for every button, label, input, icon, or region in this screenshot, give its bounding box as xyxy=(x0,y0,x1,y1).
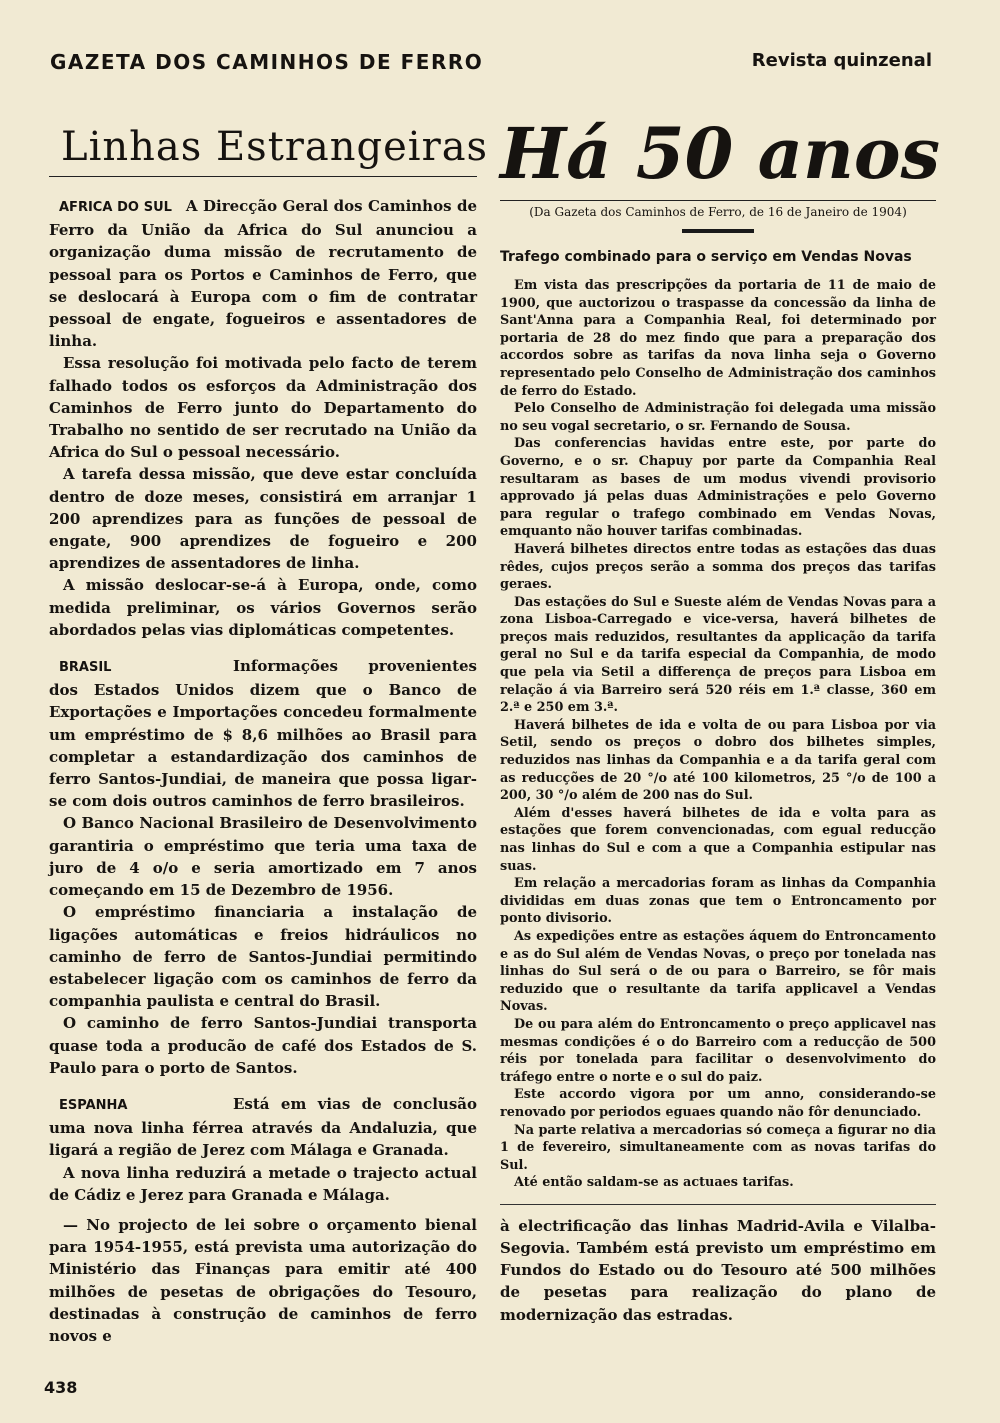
historical-paragraph: Além d'esses haverá bilhetes de ida e volta para as estações que forem convencionadas, com egual reducção nas linhas do Sul e com a que a Companhia estipular nas suas. xyxy=(500,805,936,874)
article-paragraph: O empréstimo financiaria a instalação de ligações automáticas e freios hidráulicos no caminho de ferro de Santos-Jundiai permitindo estabelecer ligação com os caminhos de ferro da companhia paulista e central do Brasil. xyxy=(49,903,477,1011)
section-label-brasil: BRASIL xyxy=(59,660,112,676)
article-paragraph: BRASIL Informações provenientes dos Estados Unidos dizem que o Banco de Exportações e Importações concedeu formalmente um empréstimo de $ 8,6 milhões ao Brasil para completar a estandardização dos caminhos de ferro Santos-Jundiai, de maneira que possa ligar-se com dois outros caminhos de ferro brasileiros. xyxy=(49,657,477,811)
article-paragraph: O Banco Nacional Brasileiro de Desenvolvimento garantiria o empréstimo que teria uma taxa de juro de 4 o/o e seria amortizado em 7 anos começando em 15 de Dezembro de 1956. xyxy=(49,814,477,900)
historical-paragraph: Haverá bilhetes de ida e volta de ou para Lisboa por via Setil, sendo os preços o dobro dos bilhetes simples, reduzidos nas linhas da Companhia e a da tarifa geral com as reducções de 20 °/o até 100 kilometros, 25 °/o de 100 a 200, 30 °/o além de 200 nas do Sul. xyxy=(500,717,936,804)
right-column xyxy=(500,110,940,1326)
section-label-africa-do-sul: AFRICA DO SUL xyxy=(59,200,172,215)
historical-paragraph: Até então saldam-se as actuaes tarifas. xyxy=(514,1175,794,1191)
historical-paragraph: De ou para além do Entroncamento o preço applicavel nas mesmas condições é o do Barreiro com a reducção de 500 réis por tonelada para facilitar o desenvolvimento do tráfego entre o norte e o sul do paiz. xyxy=(500,1016,936,1085)
publication-title: GAZETA DOS CAMINHOS DE FERRO xyxy=(50,50,484,74)
divider-bar xyxy=(682,229,754,233)
article-paragraph: ESPANHA Está em vias de conclusão uma nova linha férrea através da Andaluzia, que ligará a região de Jerez com Málaga e Granada. xyxy=(49,1094,477,1160)
historical-paragraph: As expedições entre as estações áquem do Entroncamento e as do Sul além de Vendas Novas, o preço por tonelada nas linhas do Sul será o de ou para o Barreiro, se fôr mais reduzido que o resultante da tarifa applicavel a Vendas Novas. xyxy=(500,928,936,1015)
article-paragraph: A tarefa dessa missão, que deve estar concluída dentro de doze meses, consistirá em arranjar 1 200 aprendizes para as funções de pessoal de engate, 900 aprendizes de fogueiro e 200 aprendizes de assentadores de linha. xyxy=(49,465,477,573)
section-label-espanha: ESPANHA xyxy=(59,1097,128,1113)
historical-paragraph: Em relação a mercadorias foram as linhas da Companhia divididas em duas zonas que tem o Entroncamento por ponto divisorio. xyxy=(500,876,936,927)
historical-paragraph: Das estações do Sul e Sueste além de Vendas Novas para a zona Lisboa-Carregado e vice-versa, haverá bilhetes de preços mais reduzidos, resultantes da applicação da tarifa geral no Sul e da tarifa especial da Companhia, de modo que pela via Setil a differença de preços para Lisboa em relação á via Barreiro será 520 réis em 1.ª classe, 360 em 2.ª e 250 em 3.ª. xyxy=(500,594,936,716)
article-paragraph: Essa resolução foi motivada pelo facto de terem falhado todos os esforços da Administração dos Caminhos de Ferro junto do Departamento do Trabalho no sentido de ser recrutado na União da Africa do Sul o pessoal necessário. xyxy=(49,354,477,462)
continuation-paragraph: à electrificação das linhas Madrid-Avila e Vilalba-Segovia. Também está previsto um empréstimo em Fundos do Estado ou do Tesouro até 500 milhões de pesetas para realização do plano de modernização das estradas. xyxy=(500,1216,936,1324)
article-paragraph: O caminho de ferro Santos-Jundiai transporta quase toda a producão de café dos Estados de S. Paulo para o porto de Santos. xyxy=(49,1014,477,1077)
section-title-ha-50-anos: Há 50 anos xyxy=(500,112,940,195)
publication-frequency: Revista quinzenal xyxy=(751,50,932,71)
historical-paragraph: Na parte relativa a mercadorias só começa a figurar no dia 1 de fevereiro, simultaneamente com as novas tarifas do Sul. xyxy=(500,1122,936,1173)
title-rule xyxy=(500,200,936,201)
article-subtitle: Trafego combinado para o serviço em Vendas Novas xyxy=(500,249,912,265)
historical-paragraph: Das conferencias havidas entre este, por parte do Governo, e o sr. Chapuy por parte da Companhia Real resultaram as bases de um modus vivendi provisorio approvado já pelas duas Administrações e pelo Governo para regular o trafego combinado em Vendas Novas, emquanto não houver tarifas combinadas. xyxy=(500,436,936,540)
article-paragraph: A missão deslocar-se-á à Europa, onde, como medida preliminar, os vários Governos serão abordados pelas vias diplomáticas competentes. xyxy=(49,576,477,639)
section-title-linhas-estrangeiras: Linhas Estrangeiras xyxy=(61,124,489,170)
historical-article-body xyxy=(500,277,936,1192)
article-paragraph: AFRICA DO SUL A Direcção Geral dos Caminhos de Ferro da União da Africa do Sul anunciou a organização duma missão de recrutamento de pessoal para os Portos e Caminhos de Ferro, que se deslocará à Europa com o fim de contratar pessoal de engate, fogueiros e assentadores de linha. xyxy=(49,197,477,351)
source-note: (Da Gazeta dos Caminhos de Ferro, de 16 de Janeiro de 1904) xyxy=(529,205,907,219)
historical-paragraph: Pelo Conselho de Administração foi delegada uma missão no seu vogal secretario, o sr. Fernando de Sousa. xyxy=(500,401,936,434)
column-separator xyxy=(500,1204,936,1205)
article-paragraph: — No projecto de lei sobre o orçamento bienal para 1954-1955, está prevista uma autorização do Ministério das Finanças para emitir até 400 milhões de pesetas de obrigações do Tesouro, destinadas à construção de caminhos de ferro novos e xyxy=(49,1215,477,1345)
historical-paragraph: Este accordo vigora por um anno, considerando-se renovado por periodos eguaes quando não fôr denunciado. xyxy=(500,1087,936,1120)
page-number: 438 xyxy=(44,1378,78,1397)
title-rule xyxy=(49,176,477,177)
left-column xyxy=(49,110,489,1347)
article-paragraph: A nova linha reduzirá a metade o trajecto actual de Cádiz e Jerez para Granada e Málaga. xyxy=(49,1163,477,1204)
historical-paragraph: Em vista das prescripções da portaria de 11 de maio de 1900, que auctorizou o traspasse da concessão da linha de Sant'Anna para a Companhia Real, foi determinado por portaria de 28 do mez findo que para a preparação dos accordos sobre as tarifas da nova linha seja o Governo representado pelo Conselho de Administração dos caminhos de ferro do Estado. xyxy=(500,278,936,399)
historical-paragraph: Haverá bilhetes directos entre todas as estações das duas rêdes, cujos preços serão a somma dos preços das tarifas geraes. xyxy=(500,541,936,593)
